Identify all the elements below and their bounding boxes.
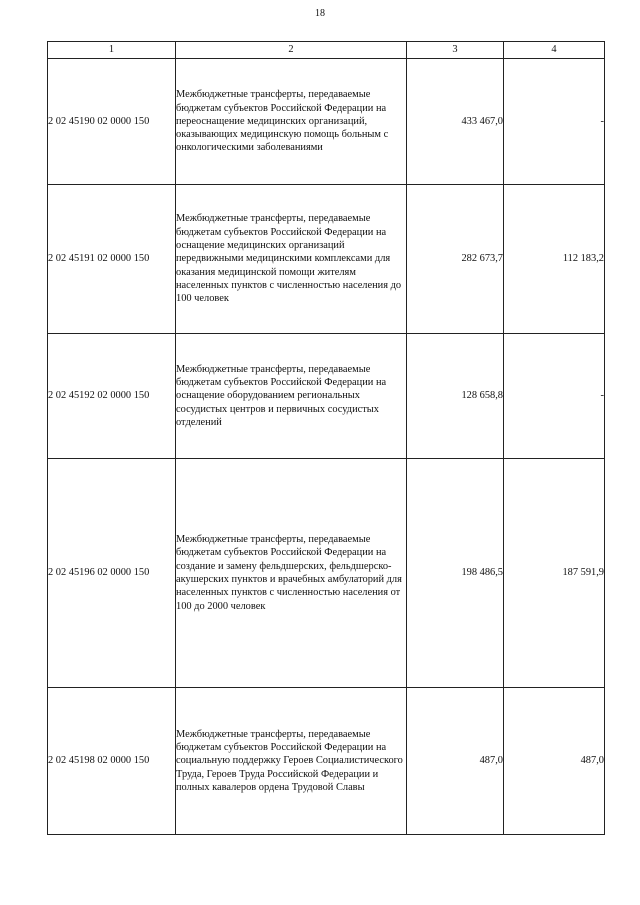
page-number: 18 [315, 8, 325, 19]
budget-code-cell: 2 02 45196 02 0000 150 [48, 459, 176, 688]
amount-col4-cell: 487,0 [504, 688, 605, 835]
column-header-3: 3 [407, 42, 504, 59]
table-row [48, 459, 605, 688]
amount-col3-cell: 198 486,5 [407, 459, 504, 688]
column-header-4: 4 [504, 42, 605, 59]
table-row [48, 334, 605, 459]
amount-col4-cell: - [504, 334, 605, 459]
amount-col3-cell: 128 658,8 [407, 334, 504, 459]
amount-col3-cell: 282 673,7 [407, 185, 504, 334]
table-row [48, 688, 605, 835]
budget-code-cell: 2 02 45198 02 0000 150 [48, 688, 176, 835]
amount-col3-cell: 433 467,0 [407, 59, 504, 185]
budget-table [47, 41, 605, 835]
budget-code-cell: 2 02 45191 02 0000 150 [48, 185, 176, 334]
amount-col4-cell: 112 183,2 [504, 185, 605, 334]
description-cell: Межбюджетные трансферты, передаваемые бюджетам субъектов Российской Федерации на оснащение медицинских организаций передвижными медицинскими комплексами для оказания медицинской помощи жителям населенных пунктов с численностью населения до 100 человек [176, 185, 407, 334]
description-cell: Межбюджетные трансферты, передаваемые бюджетам субъектов Российской Федерации на создание и замену фельдшерских, фельдшерско-акушерских пунктов и врачебных амбулаторий для населенных пунктов с численностью населения от 100 до 2000 человек [176, 459, 407, 688]
amount-col4-cell: - [504, 59, 605, 185]
table-row [48, 59, 605, 185]
column-header-1: 1 [48, 42, 176, 59]
budget-code-cell: 2 02 45192 02 0000 150 [48, 334, 176, 459]
column-header-2: 2 [176, 42, 407, 59]
description-cell: Межбюджетные трансферты, передаваемые бюджетам субъектов Российской Федерации на социальную поддержку Героев Социалистического Труда, Героев Труда Российской Федерации и полных кавалеров ордена Трудовой Славы [176, 688, 407, 835]
budget-code-cell: 2 02 45190 02 0000 150 [48, 59, 176, 185]
description-cell: Межбюджетные трансферты, передаваемые бюджетам субъектов Российской Федерации на переоснащение медицинских организаций, оказывающих медицинскую помощь больным с онкологическими заболеваниями [176, 59, 407, 185]
table-row [48, 185, 605, 334]
amount-col4-cell: 187 591,9 [504, 459, 605, 688]
description-cell: Межбюджетные трансферты, передаваемые бюджетам субъектов Российской Федерации на оснащение оборудованием региональных сосудистых центров и первичных сосудистых отделений [176, 334, 407, 459]
table-header-row [48, 42, 605, 59]
amount-col3-cell: 487,0 [407, 688, 504, 835]
